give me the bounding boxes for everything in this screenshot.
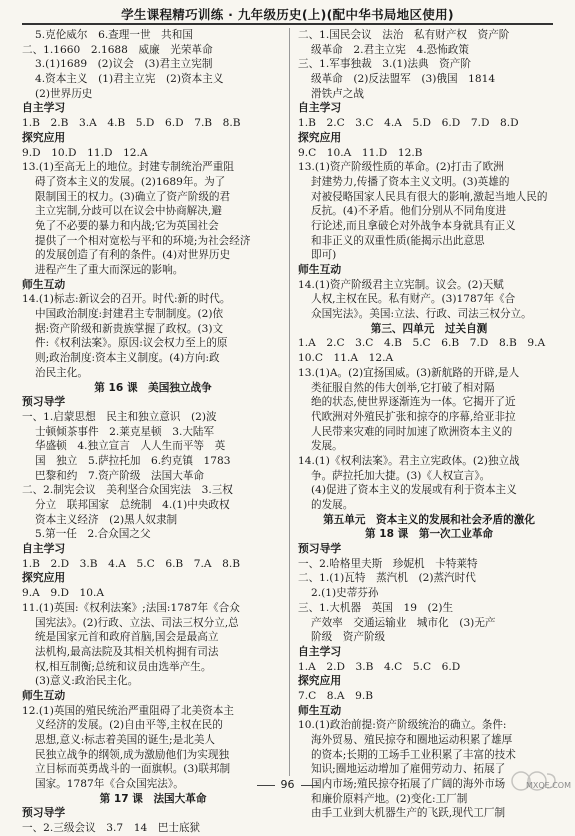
- right-answer-line: 14.(1)资产阶级君主立宪制。议会。(2)天赋: [298, 278, 504, 291]
- right-section-heading: 探究应用: [298, 674, 342, 688]
- right-answer-line: 争。萨拉托加大捷。(3)《人权宣言》。: [311, 469, 491, 482]
- right-answer-line: 封建势力,传播了资本主义文明。(3)英雄的: [311, 175, 510, 188]
- left-answer-line: 12.(1)英国的殖民统治严重阻碍了北美资本主: [22, 704, 234, 717]
- left-answer-line: 9.A 9.D 10.A: [22, 587, 105, 600]
- left-answer-line: 11.(1)英国:《权利法案》;法国:1787年《合众: [22, 601, 240, 614]
- right-answer-line: 一、2.哈格里夫斯 珍妮机 卡特莱特: [298, 557, 478, 570]
- left-answer-line: 主立宪制,分歧可以在议会中协商解决,避: [35, 205, 222, 218]
- left-answer-line: 中国政治制度:封建君主专制制度。(2)依: [35, 308, 224, 321]
- right-answer-line: 13.(1)资产阶级性质的革命。(2)打击了欧洲: [298, 161, 504, 174]
- left-answer-line: 立目标而英勇战斗的一面旗帜。(3)联邦制: [35, 763, 231, 776]
- left-answer-line: 巴黎和约 7.资产阶级 法国大革命: [35, 469, 205, 482]
- left-answer-line: 4.资本主义 (1)君主立宪 (2)资本主义: [35, 73, 224, 86]
- left-section-heading: 师生互动: [22, 277, 66, 291]
- right-answer-line: 和廉价原料产地。(2)变化:工厂制: [311, 792, 468, 805]
- left-answer-line: 国 独立 5.萨拉托加 6.约克镇 1783: [35, 454, 231, 467]
- left-answer-line: 14.(1)标志:新议会的召开。时代:新的时代。: [22, 293, 231, 306]
- left-section-heading: 师生互动: [22, 688, 66, 702]
- footer-dash-right: [301, 785, 319, 786]
- page-footer: [0, 778, 575, 791]
- right-lesson-title: 第三、四单元 过关自测: [370, 322, 488, 335]
- right-column: [298, 28, 560, 821]
- left-answer-line: 治民主化。: [35, 366, 88, 379]
- footer-dash-left: [257, 785, 275, 786]
- right-answer-line: 对被侵略国家人民具有很大的影响,激起当地人民的: [311, 190, 548, 203]
- right-answer-line: 10.C 11.A 12.A: [298, 352, 394, 365]
- left-answer-line: 一、1.启蒙思想 民主和独立意识 (2)波: [22, 410, 217, 423]
- left-answer-line: 件:《权利法案》。原因:议会权力至上的原: [35, 337, 228, 350]
- right-answer-line: 2.(1)史蒂芬孙: [311, 587, 379, 600]
- left-answer-line: 3.(1)1689 (2)议会 (3)君主立宪制: [35, 58, 213, 71]
- left-answer-line: 二、2.制宪会议 美利坚合众国宪法 3.三权: [22, 484, 233, 497]
- right-answer-line: 代欧洲对外殖民扩张和掠夺的序幕,给亚非拉: [311, 410, 516, 423]
- left-answer-line: 权,相互制衡;总统和议员由选举产生。: [35, 660, 212, 673]
- left-answer-line: 1.B 2.D 3.B 4.A 5.C 6.B 7.A 8.B: [22, 557, 241, 570]
- left-answer-line: 5.克伦威尔 6.查理一世 共和国: [35, 29, 193, 41]
- right-section-heading: 预习导学: [298, 542, 342, 556]
- right-answer-line: 1.B 2.C 3.C 4.A 5.D 6.D 7.D 8.D: [298, 117, 519, 130]
- left-section-heading: 探究应用: [22, 130, 66, 144]
- left-answer-line: 统是国家元首和政府首脑,国会是最高立: [35, 631, 219, 644]
- right-answer-line: 发展。: [311, 440, 343, 453]
- left-section-heading: 探究应用: [22, 571, 66, 585]
- left-answer-line: 免了不必要的暴力和内战;它为英国社会: [35, 219, 219, 232]
- left-answer-line: 资本主义经济 (2)黑人奴隶制: [35, 513, 178, 526]
- left-answer-line: (3)意义:政治民主化。: [35, 675, 139, 688]
- left-answer-line: 二、1.1660 2.1688 威廉 光荣革命: [22, 43, 213, 56]
- right-answer-line: 绝的状态,使世界逐渐连为一体。它揭开了近: [311, 396, 516, 409]
- left-answer-line: 法机构,最高法院及其相关机构拥有司法: [35, 645, 219, 658]
- right-answer-line: 三、1.军事独裁 3.(1)法典 资产阶: [298, 58, 471, 71]
- right-answer-line: 人民带来灾难的同时加速了欧洲资本主义的: [311, 425, 513, 438]
- left-answer-line: 碍了资本主义的发展。(2)1689年。为了: [35, 175, 226, 188]
- left-answer-line: (2)世界历史: [35, 87, 93, 100]
- right-answer-line: 9.C 10.A 11.D 12.B: [298, 146, 423, 159]
- right-answer-line: 知识;圈地运动增加了雇佣劳动力、拓展了: [311, 763, 506, 776]
- left-answer-line: 提供了一个相对宽松与平和的环境;为社会经济: [35, 234, 251, 247]
- right-answer-line: 阶级 资产阶级: [311, 631, 386, 644]
- right-answer-line: 类征服自然的伟大创举,它打破了相对隔: [311, 381, 495, 394]
- left-section-heading: 预习导学: [22, 395, 66, 409]
- right-answer-line: 7.C 8.A 9.B: [298, 689, 374, 702]
- right-answer-line: 二、1.(1)瓦特 蒸汽机 (2)蒸汽时代: [298, 572, 476, 585]
- right-section-heading: 自主学习: [298, 644, 342, 658]
- left-answer-line: 13.(1)至高无上的地位。封建专制统治严重阻: [22, 161, 234, 174]
- right-answer-line: 和非正义的双重性质(能揭示出此意思: [311, 234, 485, 247]
- right-answer-line: 即可): [311, 249, 337, 262]
- left-answer-line: 国家。1787年《合众国宪法》。: [35, 778, 184, 791]
- right-answer-line: 由手工业到大机器生产的飞跃,现代工厂制: [311, 807, 506, 820]
- right-answer-line: 1.A 2.D 3.B 4.C 5.C 6.D: [298, 660, 461, 673]
- page-number: 96: [280, 778, 295, 791]
- left-lesson-title: 第 17 课 法国大革命: [99, 792, 207, 805]
- header-title: 学生课程精巧训练 · 九年级历史(上)(配中华书局地区使用): [121, 7, 454, 22]
- right-answer-line: 13.(1)A。(2)宜扬国威。(3)新航路的开辟,是人: [298, 366, 520, 379]
- left-answer-line: 士顿倾茶事件 2.莱克星顿 3.大陆军: [35, 425, 215, 438]
- left-answer-line: 国宪法》。(2)行政、立法、司法三权分立,总: [35, 616, 239, 629]
- right-answer-line: 海外贸易、殖民掠夺和圈地运动积累了雄厚: [311, 734, 513, 746]
- left-answer-line: 一、2.三级会议 3.7 14 巴士底狱: [22, 822, 201, 835]
- right-answer-line: 人权,主权在民。私有财产。(3)1787年《合: [311, 293, 516, 306]
- right-answer-line: 二、1.国民会议 法治 私有财产权 资产阶: [298, 29, 510, 41]
- right-answer-line: 1.A 2.C 3.C 4.B 5.C 6.B 7.D 8.B 9.A: [298, 337, 546, 350]
- right-answer-line: 产效率 交通运输业 城市化 (3)无产: [311, 616, 496, 629]
- left-answer-line: 则;政治制度:资本主义制度。(4)方向:政: [35, 352, 220, 365]
- left-answer-line: 分立 联邦国家 总统制 4.(1)中央政权: [35, 499, 230, 511]
- column-divider: [289, 28, 290, 776]
- left-section-heading: 自主学习: [22, 542, 66, 556]
- left-answer-line: 据:资产阶级和新贵族掌握了政权。(3)文: [35, 322, 224, 335]
- left-answer-line: 9.D 10.D 11.D 12.A: [22, 146, 148, 159]
- right-answer-line: 级革命 2.君主立宪 4.恐怖政策: [311, 43, 469, 56]
- page-header: [0, 0, 575, 26]
- right-section-heading: 师生互动: [298, 263, 342, 276]
- left-column: [22, 28, 284, 836]
- left-answer-line: 的发展创造了有利的条件。(4)对世界历史: [35, 249, 231, 262]
- left-answer-line: 义经济的发展。(2)自由平等,主权在民的: [35, 719, 223, 732]
- right-section-heading: 自主学习: [298, 101, 342, 115]
- right-section-heading: 师生互动: [298, 703, 342, 717]
- right-answer-line: 行论述,而且拿破仑对外战争本身就具有正义: [311, 219, 516, 232]
- right-answer-line: 的资本;长期的工场手工业积累了丰富的技术: [311, 748, 516, 761]
- right-answer-line: 的发展。: [311, 499, 354, 511]
- right-answer-line: (4)促进了资本主义的发展或有利于资本主义: [311, 484, 517, 497]
- right-lesson-title: 第五单元 资本主义的发展和社会矛盾的激化: [323, 513, 535, 526]
- right-answer-line: 14.(1)《权利法案》。君主立宪政体。(2)独立战: [298, 454, 520, 467]
- left-answer-line: 民独立战争的纲领,成为激励他们为实现独: [35, 748, 230, 761]
- left-answer-line: 思想,意义:标志着美国的诞生;是北美人: [35, 734, 216, 746]
- right-answer-line: 众国宪法》。美国:立法、行政、司法三权分立。: [311, 308, 532, 321]
- right-answer-line: 10.(1)政治前提:资产阶级统治的确立。条件:: [298, 719, 507, 732]
- left-answer-line: 限制国王的权力。(3)确立了资产阶级的君: [35, 190, 231, 203]
- right-answer-line: 三、1.大机器 英国 19 (2)生: [298, 601, 454, 614]
- left-answer-line: 进程产生了重大而深远的影响。: [35, 264, 184, 276]
- right-section-heading: 探究应用: [298, 130, 342, 144]
- left-answer-line: 华盛顿 4.独立宣言 人人生而平等 英: [35, 440, 226, 453]
- left-lesson-title: 第 16 课 美国独立战争: [94, 381, 212, 394]
- left-answer-line: 5.第一任 2.合众国之父: [35, 528, 151, 541]
- right-answer-line: 国内市场;殖民掠夺拓展了广阔的海外市场: [311, 778, 506, 791]
- left-answer-line: 1.B 2.B 3.A 4.B 5.D 6.D 7.B 8.B: [22, 117, 241, 130]
- watermark-text: MXQE.COM: [525, 781, 571, 790]
- header-rule: [22, 23, 553, 25]
- right-answer-line: 滑铁卢之战: [311, 87, 364, 100]
- right-lesson-title: 第 18 课 第一次工业革命: [364, 528, 494, 541]
- left-section-heading: 自主学习: [22, 101, 66, 115]
- right-answer-line: 级革命 (2)反法盟军 (3)俄国 1814: [311, 73, 496, 86]
- right-answer-line: 反抗。(4)不矛盾。他们分别从不同角度进: [311, 205, 507, 218]
- left-section-heading: 预习导学: [22, 806, 66, 820]
